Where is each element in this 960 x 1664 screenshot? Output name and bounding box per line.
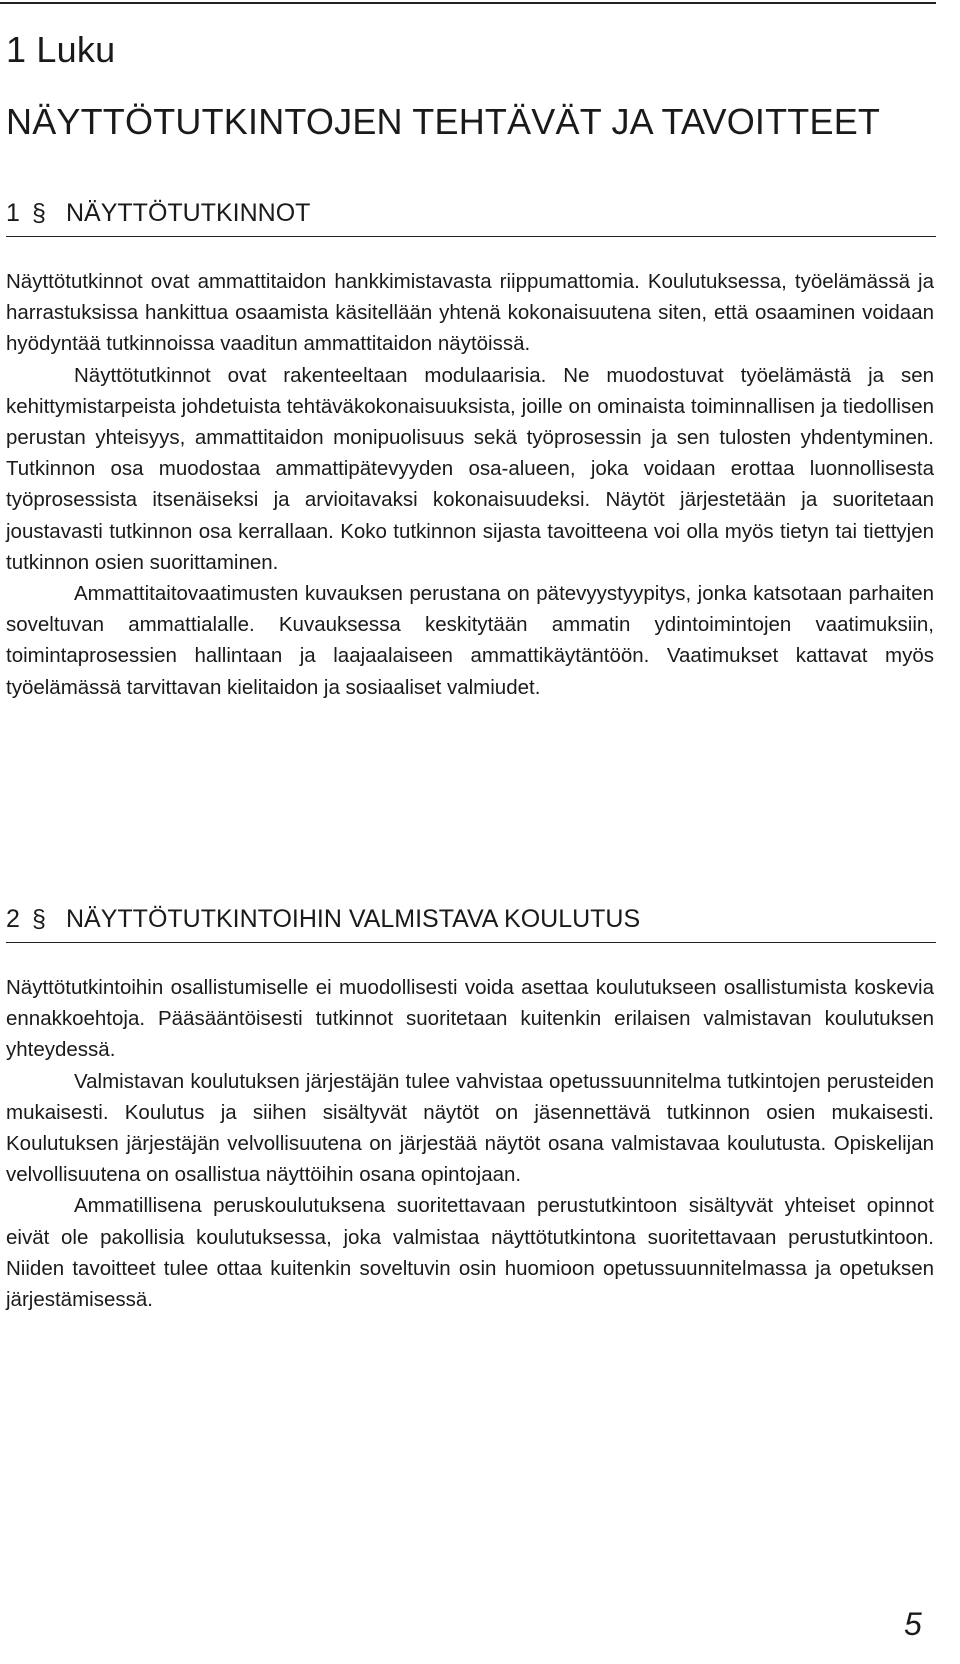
top-rule (0, 2, 936, 4)
section-1-heading (6, 198, 936, 237)
section-number: 1 (6, 199, 20, 227)
paragraph: Näyttötutkinnot ovat rakenteeltaan modulaarisia. Ne muodostuvat työelämästä ja sen kehittymistarpeista johdetuista tehtäväkokonaisuuksista, joille on ominaista toiminnallisen ja tiedollisen perustan yhteisyys, ammattitaidon monipuolisuus sekä työprosessin ja sen tulosten yhdentyminen. Tutkinnon osa muodostaa ammattipätevyyden osa-alueen, joka voidaan erottaa luonnollisesta työprosessista itsenäiseksi ja arvioitavaksi kokonaisuudeksi. Näytöt järjestetään ja suoritetaan joustavasti tutkinnon osa kerrallaan. Koko tutkinnon sijasta tavoitteena voi olla myös tietyn tai tiettyjen tutkinnon osien suorittaminen. (6, 363, 934, 574)
section-title: NÄYTTÖTUTKINNOT (66, 199, 311, 227)
page-number: 5 (904, 1606, 922, 1642)
chapter-title: NÄYTTÖTUTKINTOJEN TEHTÄVÄT JA TAVOITTEET (6, 101, 881, 142)
paragraph: Valmistavan koulutuksen järjestäjän tulee vahvistaa opetussuunnitelma tutkintojen perusteiden mukaisesti. Koulutus ja siihen sisältyvät näytöt on jäsennettävä tutkinnon osien mukaisesti. Koulutuksen järjestäjän velvollisuutena on järjestää näytöt osana valmistavaa koulutusta. Opiskelijan velvollisuutena on osallistua näyttöihin osana opintojaan. (6, 1069, 934, 1187)
section-2-heading (6, 904, 936, 943)
chapter-label: 1 Luku (6, 29, 116, 70)
section-mark: § (32, 199, 46, 227)
paragraph: Näyttötutkintoihin osallistumiselle ei muodollisesti voida asettaa koulutukseen osallistumista koskevia ennakkoehtoja. Pääsääntöisesti tutkinnot suoritetaan kuitenkin erilaisen valmistavan koulutuksen yhteydessä. (6, 976, 934, 1062)
section-number: 2 (6, 905, 20, 933)
section-title: NÄYTTÖTUTKINTOIHIN VALMISTAVA KOULUTUS (66, 905, 641, 933)
paragraph: Ammatillisena peruskoulutuksena suoritettavaan perustutkintoon sisältyvät yhteiset opinnot eivät ole pakollisia koulutuksessa, joka valmistaa näyttötutkintona suoritettavaan perustutkintoon. Niiden tavoitteet tulee ottaa kuitenkin soveltuvin osin huomioon opetussuunnitelmassa ja opetuksen järjestämisessä. (6, 1194, 934, 1312)
section-2-body (6, 972, 934, 1315)
section-1-body (6, 266, 934, 703)
paragraph: Näyttötutkinnot ovat ammattitaidon hankkimistavasta riippumattomia. Koulutuksessa, työelämässä ja harrastuksissa hankittua osaamista käsitellään yhtenä kokonaisuutena siten, että osaaminen voidaan hyödyntää tutkinnoissa vaaditun ammattitaidon näytöissä. (6, 270, 934, 356)
section-mark: § (32, 905, 46, 933)
section-1-title-row (6, 198, 936, 236)
section-2-title-row (6, 904, 936, 942)
paragraph: Ammattitaitovaatimusten kuvauksen perustana on pätevyystyypitys, jonka katsotaan parhaiten soveltuvan ammattialalle. Kuvauksessa keskitytään ammatin ydintoimintojen vaatimuksiin, toimintaprosessien hallintaan ja laajaalaiseen ammattikäytäntöön. Vaatimukset kattavat myös työelämässä tarvittavan kielitaidon ja sosiaaliset valmiudet. (6, 582, 934, 699)
